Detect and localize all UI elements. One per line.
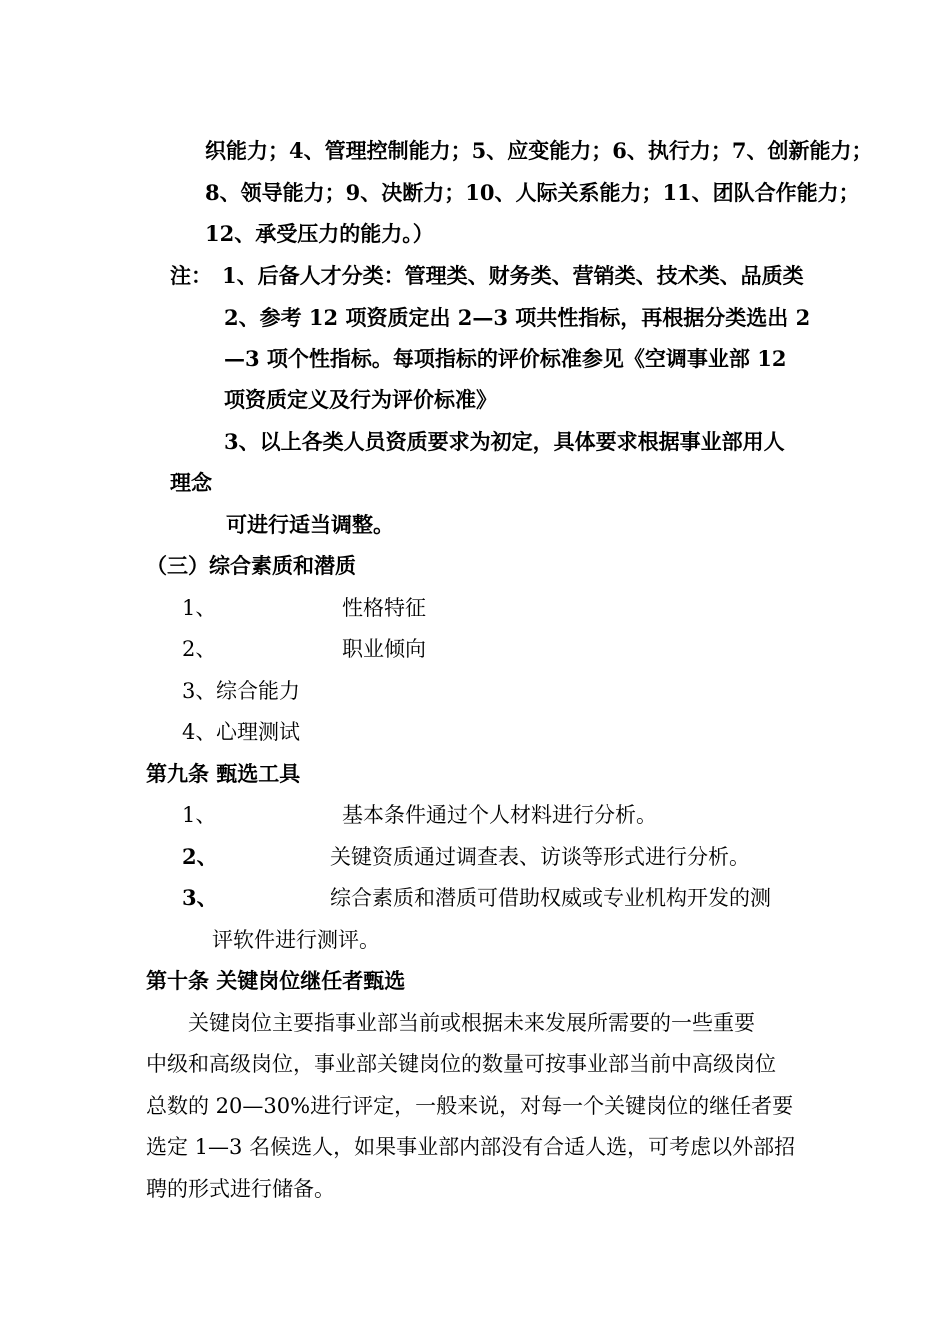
note-1: 1、后备人才分类：管理类、财务类、营销类、技术类、品质类 xyxy=(222,263,804,288)
section-3-item-4-text: 心理测试 xyxy=(216,720,300,744)
note-3-line-1: 3、以上各类人员资质要求为初定，具体要求根据事业部用人 xyxy=(224,429,785,454)
article-10-paragraph-line-2: 中级和高级岗位，事业部关键岗位的数量可按事业部当前中高级岗位 xyxy=(146,1052,776,1076)
article-10-paragraph-line-1: 关键岗位主要指事业部当前或根据未来发展所需要的一些重要 xyxy=(188,1011,755,1035)
article-9-heading: 第九条 甄选工具 xyxy=(146,761,301,786)
article-9-item-2-number: 2、 xyxy=(182,844,218,869)
article-9-item-1-text: 基本条件通过个人材料进行分析。 xyxy=(342,803,657,827)
article-9-item-3-number: 3、 xyxy=(182,885,218,910)
article-9-item-2-text: 关键资质通过调查表、访谈等形式进行分析。 xyxy=(330,845,750,869)
article-9-item-1-number: 1、 xyxy=(182,803,217,827)
section-3-item-3-text: 综合能力 xyxy=(216,679,300,703)
section-3-item-1-text: 性格特征 xyxy=(342,596,426,620)
article-10-paragraph-line-4: 选定 1—3 名候选人，如果事业部内部没有合适人选，可考虑以外部招 xyxy=(146,1135,796,1159)
note-3-line-2: 理念 xyxy=(170,470,212,495)
section-3-heading: （三）综合素质和潜质 xyxy=(146,553,356,578)
note-2-line-2: —3 项个性指标。每项指标的评价标准参见《空调事业部 12 xyxy=(224,346,787,371)
section-3-item-4-number: 4、 xyxy=(182,720,217,744)
note-2-line-1: 2、参考 12 项资质定出 2—3 项共性指标，再根据分类选出 2 xyxy=(224,305,811,330)
article-9-item-3-continuation: 评软件进行测评。 xyxy=(212,928,380,952)
competency-line-2: 8、领导能力；9、决断力；10、人际关系能力；11、团队合作能力； xyxy=(205,180,860,205)
article-10-paragraph-line-3: 总数的 20—30%进行评定，一般来说，对每一个关键岗位的继任者要 xyxy=(146,1094,794,1118)
section-3-item-2-text: 职业倾向 xyxy=(342,637,426,661)
notes-label: 注： xyxy=(170,263,212,288)
article-10-heading: 第十条 关键岗位继任者甄选 xyxy=(146,968,406,993)
section-3-item-3-number: 3、 xyxy=(182,679,217,703)
article-10-paragraph-line-5: 聘的形式进行储备。 xyxy=(146,1177,335,1201)
note-2-line-3: 项资质定义及行为评价标准》 xyxy=(224,387,497,412)
section-3-item-2-number: 2、 xyxy=(182,637,217,661)
competency-line-3: 12、承受压力的能力。） xyxy=(205,221,434,246)
competency-line-1: 织能力；4、管理控制能力；5、应变能力；6、执行力；7、创新能力； xyxy=(205,138,873,163)
section-3-item-1-number: 1、 xyxy=(182,596,217,620)
article-9-item-3-text: 综合素质和潜质可借助权威或专业机构开发的测 xyxy=(330,886,771,910)
note-3-line-3: 可进行适当调整。 xyxy=(226,512,394,537)
